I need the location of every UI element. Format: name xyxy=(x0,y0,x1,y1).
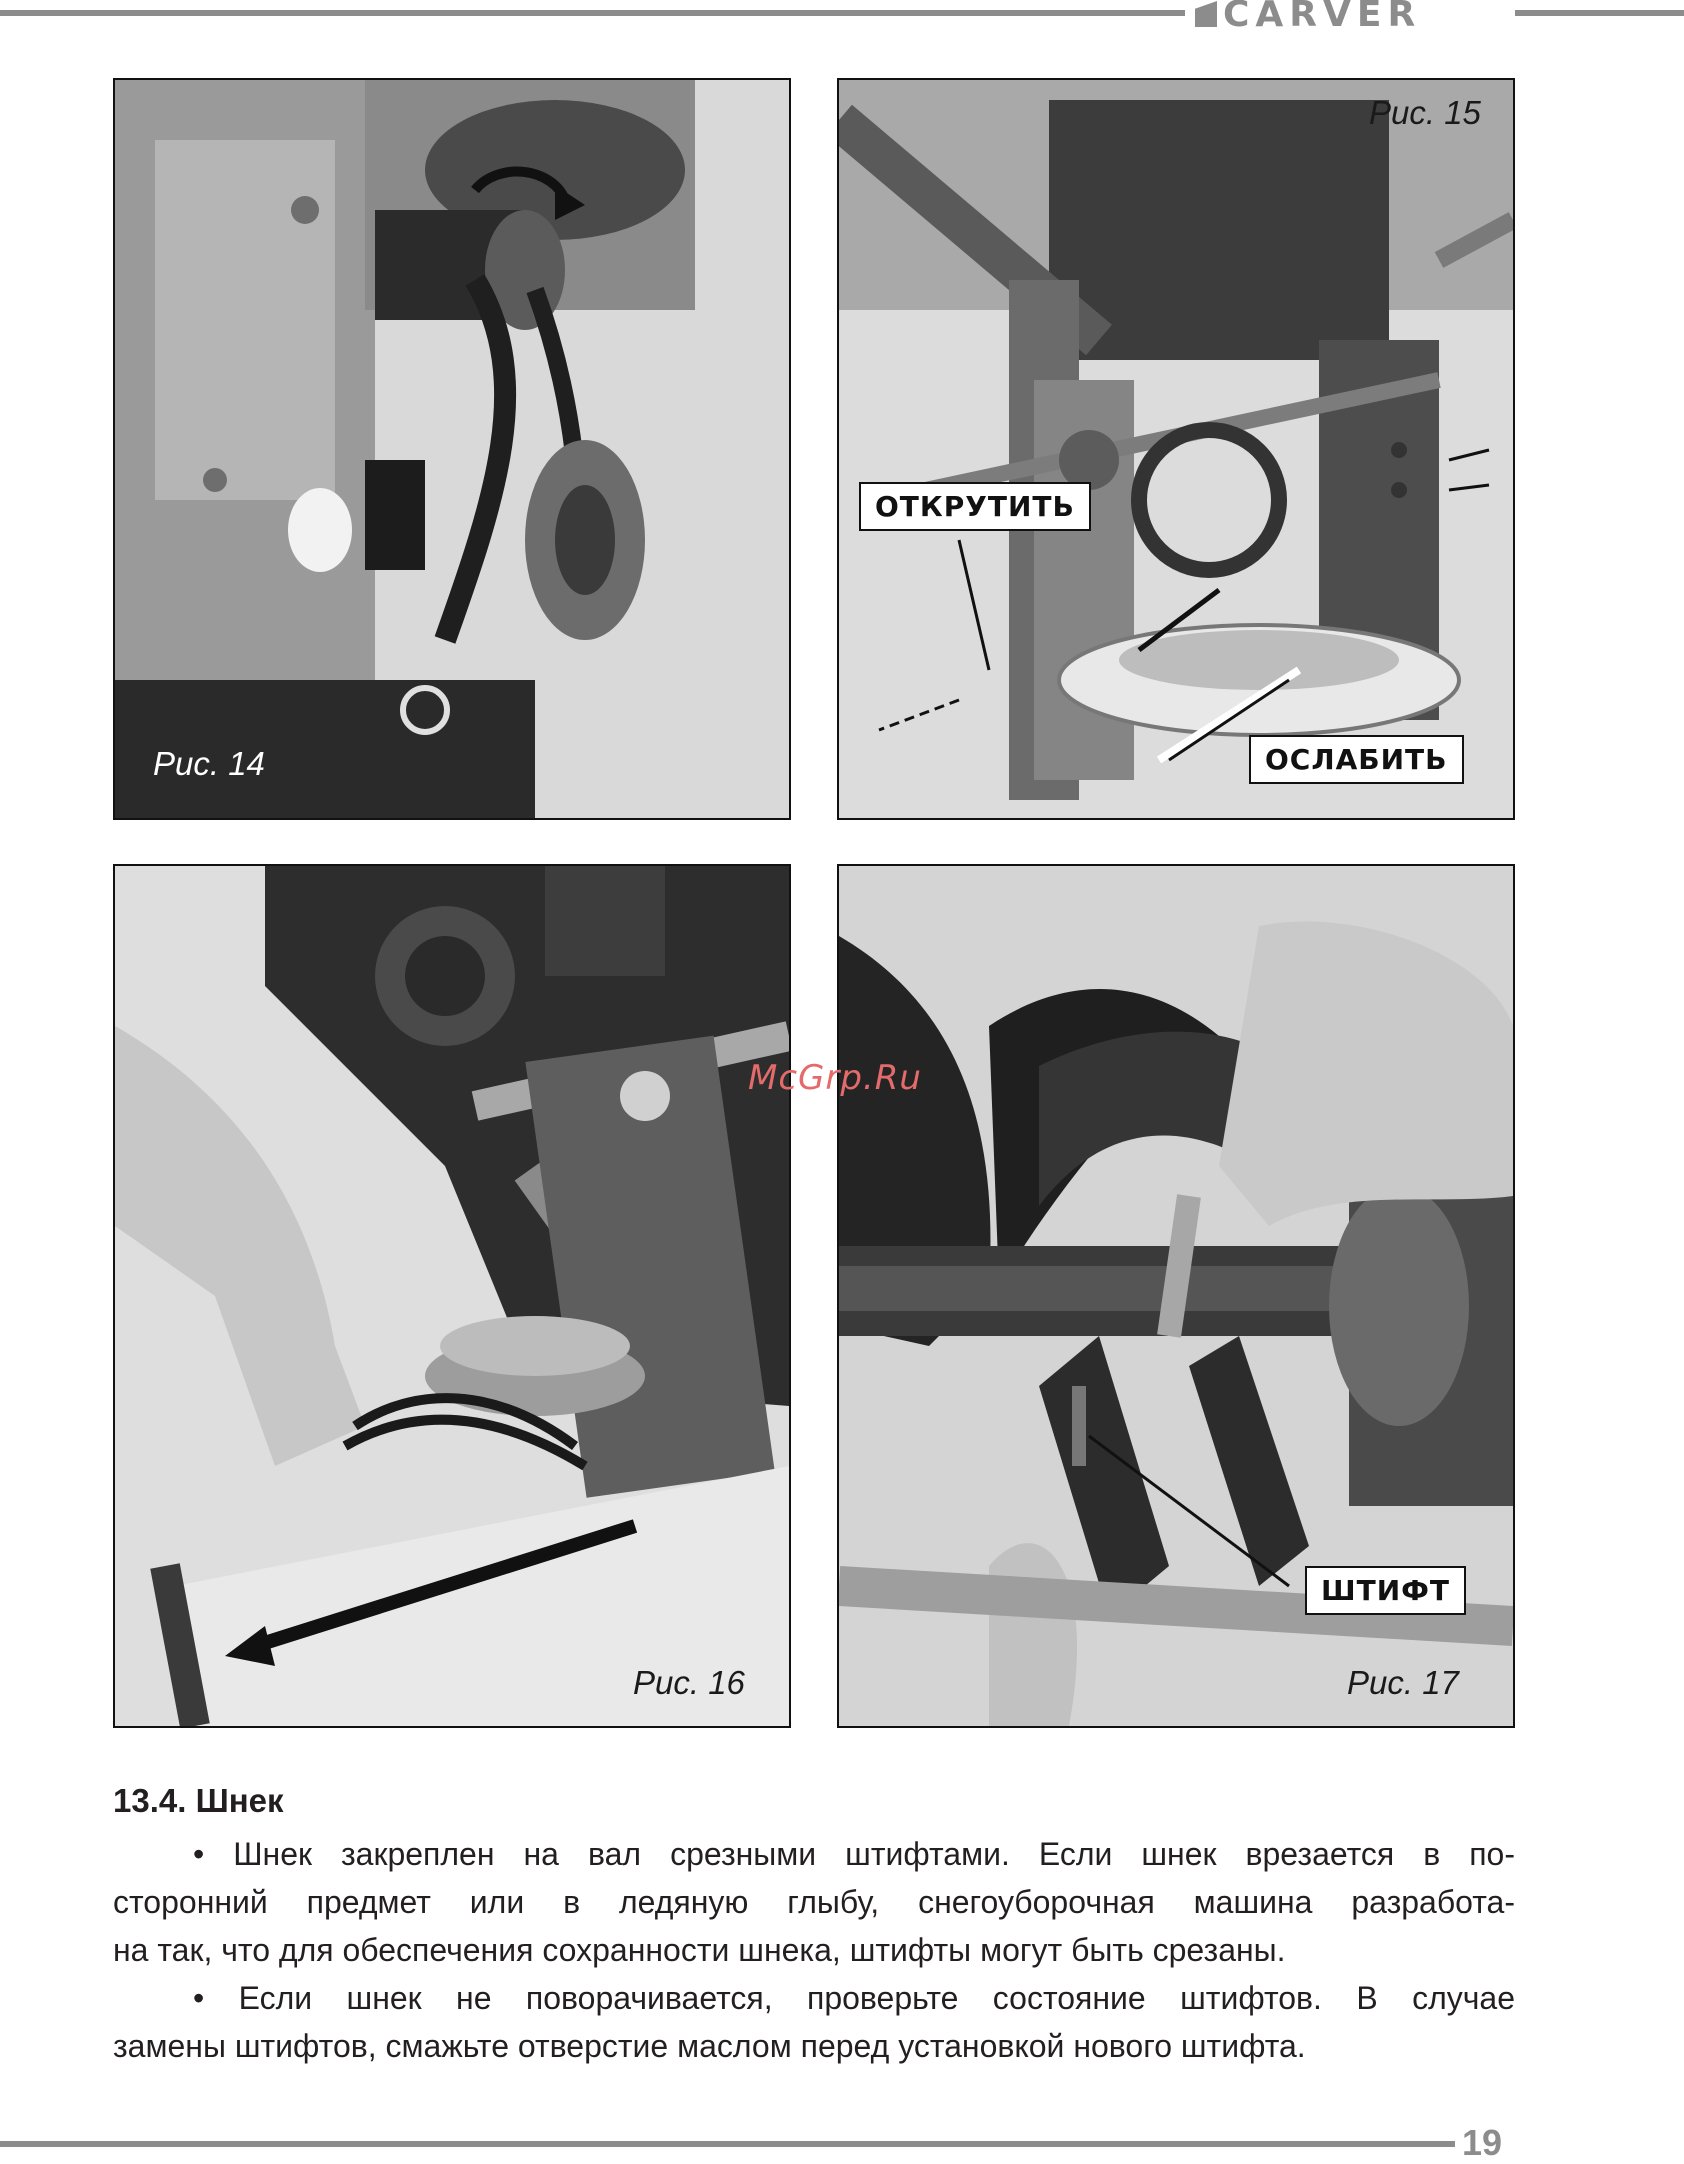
figure-15-photo xyxy=(837,78,1515,820)
brand-logo xyxy=(1195,0,1510,34)
brand-name: CARVER xyxy=(1223,0,1422,35)
page-number: 19 xyxy=(1462,2122,1503,2163)
figure-14-illustration xyxy=(115,80,789,818)
callout-unscrew: ОТКРУТИТЬ xyxy=(859,482,1091,531)
paragraph-pin-replacement xyxy=(113,1974,1515,2070)
paragraph-line: • Шнек закреплен на вал срезными штифтами. Если шнек врезается в по- xyxy=(193,1836,1515,1872)
figure-15-caption: Рис. 15 xyxy=(1369,94,1481,131)
figure-14-caption: Рис. 14 xyxy=(153,745,265,782)
figure-17-caption: Рис. 17 xyxy=(1347,1664,1459,1701)
header-rule-right xyxy=(1515,10,1684,16)
figure-14-photo xyxy=(113,78,791,820)
footer-rule xyxy=(0,2141,1455,2147)
paragraph-line: замены штифтов, смажьте отверстие маслом перед установкой нового штифта. xyxy=(113,2028,1306,2064)
figure-15-illustration xyxy=(839,80,1513,818)
header-rule-left xyxy=(0,10,1185,16)
section-title: 13.4. Шнек xyxy=(113,1782,284,1819)
figure-16-photo xyxy=(113,864,791,1728)
paragraph-line: сторонний предмет или в ледяную глыбу, снегоуборочная машина разработа- xyxy=(113,1884,1515,1920)
paragraph-line: • Если шнек не поворачивается, проверьте состояние штифтов. В случае xyxy=(193,1980,1515,2016)
callout-loosen: ОСЛАБИТЬ xyxy=(1249,735,1464,784)
figure-16-illustration xyxy=(115,866,789,1726)
paragraph-line: на так, что для обеспечения сохранности шнека, штифты могут быть срезаны. xyxy=(113,1932,1286,1968)
callout-pin: ШТИФТ xyxy=(1305,1566,1466,1615)
watermark: McGrp.Ru xyxy=(748,1058,922,1098)
figure-17-photo xyxy=(837,864,1515,1728)
paragraph-shear-pins xyxy=(113,1830,1515,1974)
brand-mark-icon xyxy=(1195,1,1217,27)
figure-16-caption: Рис. 16 xyxy=(633,1664,745,1701)
